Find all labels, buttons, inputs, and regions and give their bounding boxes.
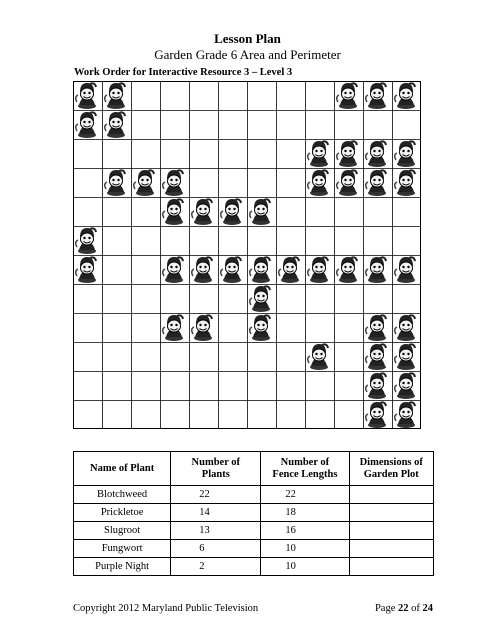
plant-gnome-icon bbox=[163, 170, 183, 196]
plant-count: 13 bbox=[171, 522, 261, 540]
plant-gnome-icon bbox=[163, 315, 183, 341]
plant-gnome-icon bbox=[76, 83, 96, 109]
footer-copyright: Copyright 2012 Maryland Public Television bbox=[73, 603, 259, 614]
fence-count: 10 bbox=[261, 540, 349, 558]
plant-name: Blotchweed bbox=[74, 486, 171, 504]
dimensions-cell[interactable] bbox=[349, 540, 433, 558]
plant-gnome-icon bbox=[395, 141, 415, 167]
plant-gnome-icon bbox=[250, 257, 270, 283]
plant-gnome-icon bbox=[395, 315, 415, 341]
fence-count: 10 bbox=[261, 558, 349, 576]
plant-gnome-icon bbox=[366, 373, 386, 399]
table-header-row bbox=[74, 452, 434, 486]
fence-count: 16 bbox=[261, 522, 349, 540]
plant-gnome-icon bbox=[134, 170, 154, 196]
plant-gnome-icon bbox=[395, 373, 415, 399]
plant-gnome-icon bbox=[279, 257, 299, 283]
plant-gnome-icon bbox=[163, 257, 183, 283]
plant-name: Prickletoe bbox=[74, 504, 171, 522]
plant-name: Purple Night bbox=[74, 558, 171, 576]
plant-count: 22 bbox=[171, 486, 261, 504]
plant-gnome-icon bbox=[366, 141, 386, 167]
plant-gnome-icon bbox=[105, 170, 125, 196]
plant-gnome-icon bbox=[192, 315, 212, 341]
table-row bbox=[74, 504, 434, 522]
plant-gnome-icon bbox=[337, 170, 357, 196]
dimensions-cell[interactable] bbox=[349, 504, 433, 522]
plant-count: 14 bbox=[171, 504, 261, 522]
plant-gnome-icon bbox=[192, 257, 212, 283]
plant-count: 6 bbox=[171, 540, 261, 558]
table-row bbox=[74, 486, 434, 504]
plant-gnome-icon bbox=[366, 170, 386, 196]
plant-gnome-icon bbox=[366, 344, 386, 370]
plant-gnome-icon bbox=[76, 228, 96, 254]
header-dimensions: Dimensions of Garden Plot bbox=[349, 452, 433, 486]
page-title: Lesson Plan bbox=[214, 31, 281, 46]
plant-name: Slugroot bbox=[74, 522, 171, 540]
work-order-heading: Work Order for Interactive Resource 3 – Level 3 bbox=[74, 67, 293, 78]
grid-lines bbox=[73, 81, 421, 429]
table-row bbox=[74, 540, 434, 558]
garden-grid bbox=[73, 81, 421, 429]
plant-gnome-icon bbox=[76, 257, 96, 283]
header-name-of-plant: Name of Plant bbox=[74, 452, 171, 486]
fence-count: 22 bbox=[261, 486, 349, 504]
plant-gnome-icon bbox=[395, 257, 415, 283]
plant-gnome-icon bbox=[366, 315, 386, 341]
plant-gnome-icon bbox=[250, 199, 270, 225]
plant-gnome-icon bbox=[337, 141, 357, 167]
plant-gnome-icon bbox=[337, 257, 357, 283]
table-row bbox=[74, 522, 434, 540]
plant-gnome-icon bbox=[221, 257, 241, 283]
plant-gnome-icon bbox=[308, 257, 328, 283]
plant-gnome-icon bbox=[192, 199, 212, 225]
plant-gnome-icon bbox=[395, 344, 415, 370]
plant-gnome-icon bbox=[366, 402, 386, 428]
grid-border bbox=[74, 82, 421, 429]
plant-gnome-icon bbox=[308, 344, 328, 370]
plant-gnome-icon bbox=[221, 199, 241, 225]
plant-gnome-icon bbox=[250, 286, 270, 312]
plant-gnome-icon bbox=[395, 402, 415, 428]
plant-gnome-icon bbox=[366, 257, 386, 283]
plant-count: 2 bbox=[171, 558, 261, 576]
plant-gnome-icon bbox=[105, 83, 125, 109]
plant-gnome-icon bbox=[395, 170, 415, 196]
plant-gnome-icon bbox=[163, 199, 183, 225]
plant-gnome-icon bbox=[366, 83, 386, 109]
plant-gnome-icon bbox=[337, 83, 357, 109]
plant-gnome-icon bbox=[250, 315, 270, 341]
fence-count: 18 bbox=[261, 504, 349, 522]
header-number-of-fence-lengths: Number of Fence Lengths bbox=[261, 452, 349, 486]
page-subtitle: Garden Grade 6 Area and Perimeter bbox=[154, 47, 341, 62]
plant-gnome-icon bbox=[76, 112, 96, 138]
plant-name: Fungwort bbox=[74, 540, 171, 558]
plants-table bbox=[73, 451, 434, 576]
dimensions-cell[interactable] bbox=[349, 558, 433, 576]
plant-gnome-icon bbox=[308, 170, 328, 196]
footer-page-number: Page 22 of 24 bbox=[374, 603, 433, 614]
dimensions-cell[interactable] bbox=[349, 486, 433, 504]
dimensions-cell[interactable] bbox=[349, 522, 433, 540]
header-number-of-plants: Number of Plants bbox=[171, 452, 261, 486]
plant-gnome-icon bbox=[395, 83, 415, 109]
plant-gnome-icon bbox=[105, 112, 125, 138]
plant-gnome-icon bbox=[308, 141, 328, 167]
table-row bbox=[74, 558, 434, 576]
